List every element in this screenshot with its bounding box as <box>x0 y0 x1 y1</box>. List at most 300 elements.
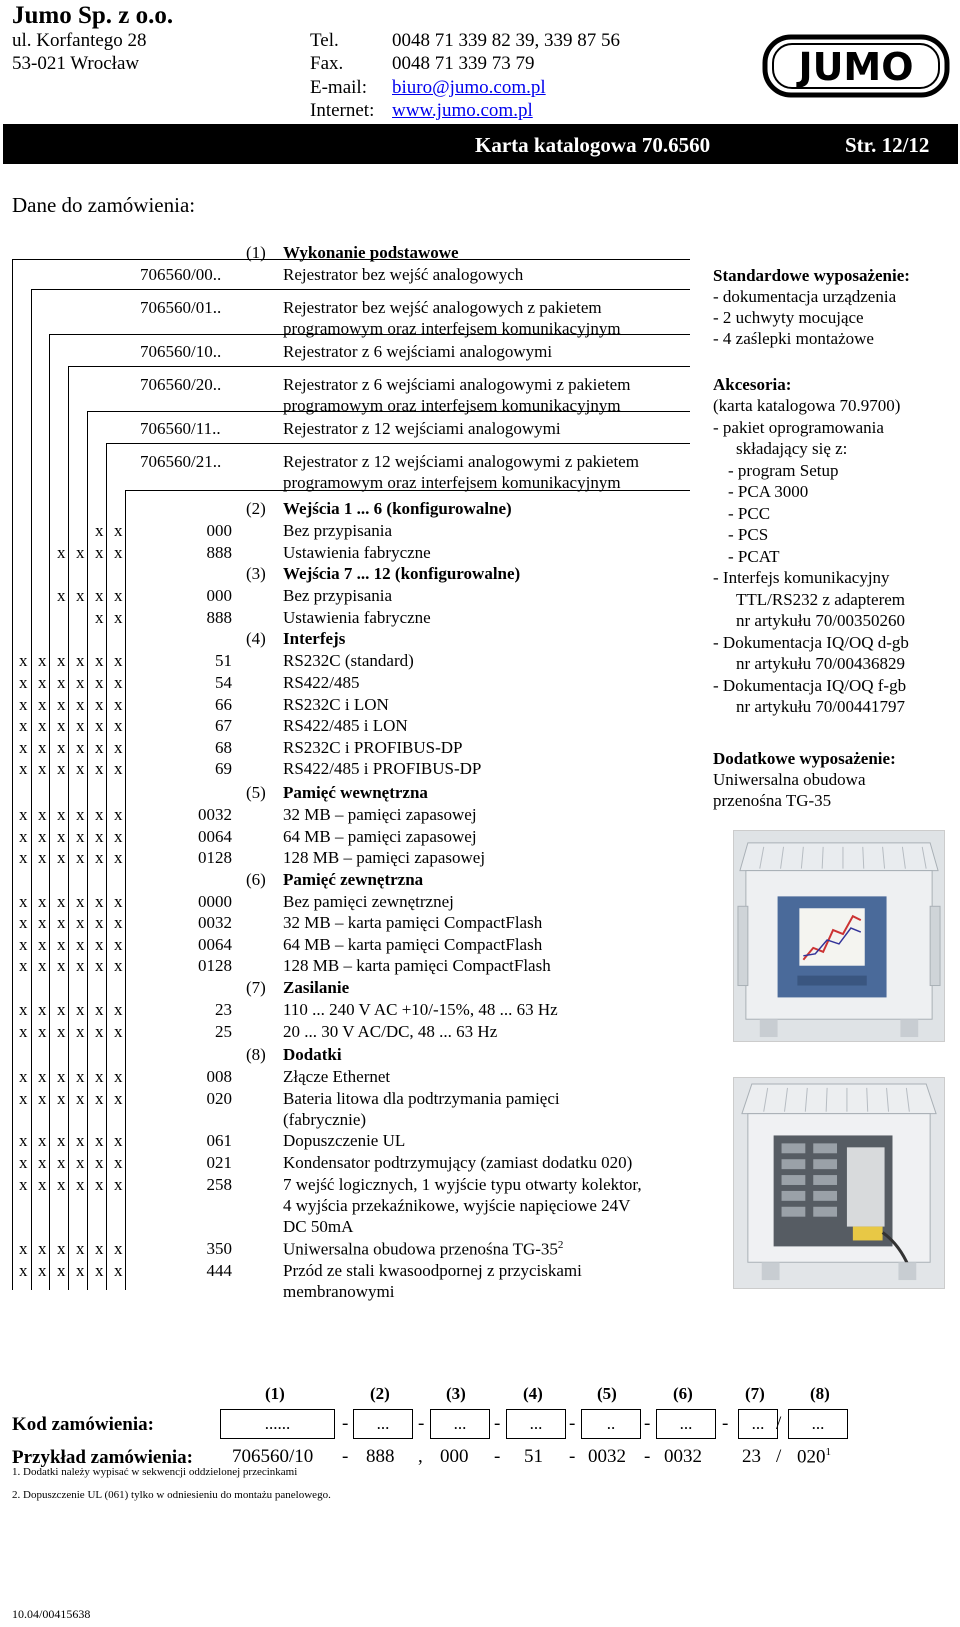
catalog-title: Karta katalogowa 70.6560 <box>475 133 711 157</box>
x-mark: x <box>57 827 66 846</box>
group-title: Wejścia 7 ... 12 (konfigurowalne) <box>283 564 521 583</box>
footnote-1: 1. Dodatki należy wypisać w sekwencji oddzielonej przecinkami <box>12 1466 298 1478</box>
x-mark: x <box>114 1000 123 1019</box>
x-mark: x <box>57 1067 66 1086</box>
sidebar-line: przenośna TG-35 <box>713 791 832 810</box>
section-title: Dane do zamówienia: <box>12 193 196 217</box>
option-description: 20 ... 30 V AC/DC, 48 ... 63 Hz <box>283 1022 498 1041</box>
accessories-title: Akcesoria: <box>713 375 792 394</box>
order-separator: / <box>776 1413 782 1434</box>
order-code-box[interactable]: .. <box>581 1409 641 1439</box>
x-mark: x <box>76 651 85 670</box>
page-number: Str. 12/12 <box>845 133 930 157</box>
x-mark: x <box>114 738 123 757</box>
x-mark: x <box>38 848 47 867</box>
option-description: Bez przypisania <box>283 521 393 540</box>
order-column-number: (4) <box>523 1384 543 1403</box>
option-code: 000 <box>206 521 232 540</box>
x-mark: x <box>76 738 85 757</box>
option-code: 444 <box>206 1261 232 1280</box>
footnote-2: 2. Dopuszczenie UL (061) tylko w odniesieniu do montażu panelowego. <box>12 1489 331 1501</box>
option-description: Bez przypisania <box>283 586 393 605</box>
web-label: Internet: <box>310 100 375 121</box>
option-code: 69 <box>215 759 232 778</box>
x-mark: x <box>38 913 47 932</box>
x-mark: x <box>38 956 47 975</box>
model-description: Rejestrator z 12 wejściami analogowymi z pakietem <box>283 452 639 471</box>
option-code: 350 <box>206 1239 232 1258</box>
order-code-label: Kod zamówienia: <box>12 1414 154 1435</box>
product-image-back <box>733 1077 945 1289</box>
x-mark: x <box>76 1153 85 1172</box>
email-label: E-mail: <box>310 77 367 98</box>
std-equipment-title: Standardowe wyposażenie: <box>713 266 910 285</box>
option-description: Przód ze stali kwasoodpornej z przyciskami <box>283 1261 582 1280</box>
x-mark: x <box>57 935 66 954</box>
x-mark: x <box>114 935 123 954</box>
x-mark: x <box>57 848 66 867</box>
x-mark: x <box>76 673 85 692</box>
group-number: (1) <box>246 243 266 262</box>
order-separator: - <box>644 1413 651 1434</box>
option-description: 32 MB – karta pamięci CompactFlash <box>283 913 543 932</box>
x-mark: x <box>76 956 85 975</box>
x-mark: x <box>19 1175 28 1194</box>
x-mark: x <box>57 759 66 778</box>
sidebar-line: (karta katalogowa 70.9700) <box>713 396 901 415</box>
x-mark: x <box>114 892 123 911</box>
order-example-part: 000 <box>440 1446 469 1467</box>
x-mark: x <box>95 521 104 540</box>
x-mark: x <box>114 673 123 692</box>
order-code-box[interactable]: ...... <box>220 1409 335 1439</box>
option-code: 0064 <box>198 827 232 846</box>
rule-line <box>31 289 690 290</box>
order-column-number: (5) <box>597 1384 617 1403</box>
x-mark: x <box>114 1089 123 1108</box>
model-description: Rejestrator bez wejść analogowych z pakietem <box>283 298 602 317</box>
x-mark: x <box>38 716 47 735</box>
group-number: (7) <box>246 978 266 997</box>
sidebar-line: - PCAT <box>728 546 780 566</box>
option-description: Uniwersalna obudowa przenośna $TG-35^2$ <box>283 1239 564 1259</box>
x-mark: x <box>76 805 85 824</box>
order-separator: - <box>342 1413 349 1434</box>
x-mark: x <box>114 651 123 670</box>
x-mark: x <box>38 738 47 757</box>
sidebar-line: Uniwersalna obudowa <box>713 770 866 789</box>
x-mark: x <box>38 651 47 670</box>
model-description: Rejestrator z 6 wejściami analogowymi <box>283 342 553 361</box>
x-mark: x <box>76 1261 85 1280</box>
web-link[interactable]: www.jumo.com.pl <box>392 100 533 121</box>
x-mark: x <box>76 1131 85 1150</box>
x-mark: x <box>38 1239 47 1258</box>
x-mark: x <box>114 956 123 975</box>
order-example-part: - <box>569 1446 576 1467</box>
x-mark: x <box>114 1175 123 1194</box>
order-example-part: - <box>494 1446 501 1467</box>
option-description: RS232C i LON <box>283 695 389 714</box>
option-description: Kondensator podtrzymujący (zamiast dodatku 020) <box>283 1153 633 1172</box>
x-mark: x <box>19 738 28 757</box>
x-mark: x <box>19 1089 28 1108</box>
option-code: 008 <box>206 1067 232 1086</box>
order-example-part: $020^1$ <box>797 1446 831 1468</box>
x-mark: x <box>76 913 85 932</box>
order-example-part: 706560/10 <box>232 1446 314 1467</box>
order-separator: - <box>569 1413 576 1434</box>
x-mark: x <box>38 1000 47 1019</box>
x-mark: x <box>95 586 104 605</box>
x-mark: x <box>19 935 28 954</box>
x-mark: x <box>57 1131 66 1150</box>
option-description: Ustawienia fabryczne <box>283 608 431 627</box>
group-title: Wejścia 1 ... 6 (konfigurowalne) <box>283 499 512 518</box>
option-code: 23 <box>215 1000 232 1019</box>
group-number: (6) <box>246 870 266 889</box>
fax-value: 0048 71 339 73 79 <box>392 53 535 74</box>
x-mark: x <box>114 827 123 846</box>
x-mark: x <box>19 956 28 975</box>
option-code: 021 <box>206 1153 232 1172</box>
x-mark: x <box>57 1089 66 1108</box>
order-example-part: - <box>644 1446 651 1467</box>
group-title: Wykonanie podstawowe <box>283 243 459 262</box>
x-mark: x <box>95 759 104 778</box>
group-title: Pamięć wewnętrzna <box>283 783 428 802</box>
x-mark: x <box>19 1261 28 1280</box>
x-mark: x <box>57 1239 66 1258</box>
x-mark: x <box>114 913 123 932</box>
sidebar-line: - 2 uchwyty mocujące <box>713 308 864 327</box>
x-mark: x <box>95 1000 104 1019</box>
order-example-part: / <box>776 1446 782 1467</box>
model-description: programowym oraz interfejsem komunikacyjnym <box>283 473 621 492</box>
x-mark: x <box>38 1175 47 1194</box>
x-mark: x <box>19 1153 28 1172</box>
sidebar-line: składający się z: <box>736 439 848 458</box>
option-description: 64 MB – pamięci zapasowej <box>283 827 477 846</box>
x-mark: x <box>19 651 28 670</box>
option-description: 128 MB – karta pamięci CompactFlash <box>283 956 551 975</box>
x-mark: x <box>57 956 66 975</box>
sidebar-line: - pakiet oprogramowania <box>713 417 884 437</box>
order-code-box[interactable]: ... <box>656 1409 716 1439</box>
option-description: Bez pamięci zewnętrznej <box>283 892 454 911</box>
x-mark: x <box>95 956 104 975</box>
option-description: DC 50mA <box>283 1217 354 1236</box>
company-street: ul. Korfantego 28 <box>12 30 147 51</box>
option-description: Dopuszczenie UL <box>283 1131 406 1150</box>
sidebar-line: - PCA 3000 <box>728 482 809 501</box>
x-mark: x <box>19 716 28 735</box>
column-line <box>87 411 88 1290</box>
option-description: Ustawienia fabryczne <box>283 543 431 562</box>
x-mark: x <box>95 738 104 757</box>
order-separator: - <box>722 1413 729 1434</box>
rule-line <box>68 366 690 367</box>
x-mark: x <box>76 1000 85 1019</box>
order-example-label: Przykład zamówienia: <box>12 1447 194 1468</box>
x-mark: x <box>95 1175 104 1194</box>
group-number: (8) <box>246 1045 266 1064</box>
model-code: 706560/10.. <box>140 342 222 361</box>
option-code: 888 <box>206 608 232 627</box>
x-mark: x <box>38 935 47 954</box>
order-example-part: 23 <box>742 1446 761 1467</box>
additional-equipment-title: Dodatkowe wyposażenie: <box>713 749 896 768</box>
x-mark: x <box>19 892 28 911</box>
x-mark: x <box>95 651 104 670</box>
x-mark: x <box>76 935 85 954</box>
order-column-number: (8) <box>810 1384 830 1403</box>
x-mark: x <box>114 1067 123 1086</box>
x-mark: x <box>38 892 47 911</box>
option-description: 32 MB – pamięci zapasowej <box>283 805 477 824</box>
x-mark: x <box>19 805 28 824</box>
x-mark: x <box>95 1131 104 1150</box>
order-code-box[interactable]: ... <box>353 1409 413 1439</box>
order-column-number: (1) <box>265 1384 285 1403</box>
option-description: Bateria litowa dla podtrzymania pamięci <box>283 1089 560 1108</box>
model-code: 706560/21.. <box>140 452 222 471</box>
x-mark: x <box>19 759 28 778</box>
group-title: Dodatki <box>283 1045 342 1064</box>
x-mark: x <box>114 586 123 605</box>
option-description: 7 wejść logicznych, 1 wyjście typu otwarty kolektor, <box>283 1175 642 1194</box>
order-column-number: (3) <box>446 1384 466 1403</box>
x-mark: x <box>95 716 104 735</box>
option-description: RS422/485 <box>283 673 360 692</box>
x-mark: x <box>19 673 28 692</box>
option-description: 64 MB – karta pamięci CompactFlash <box>283 935 543 954</box>
tel-value: 0048 71 339 82 39, 339 87 56 <box>392 30 620 51</box>
x-mark: x <box>57 651 66 670</box>
x-mark: x <box>57 1261 66 1280</box>
x-mark: x <box>114 1022 123 1041</box>
option-code: 888 <box>206 543 232 562</box>
column-line <box>125 490 126 1290</box>
x-mark: x <box>95 1022 104 1041</box>
x-mark: x <box>38 1261 47 1280</box>
x-mark: x <box>57 673 66 692</box>
product-image-front <box>733 830 945 1042</box>
option-code: 020 <box>206 1089 232 1108</box>
model-code: 706560/01.. <box>140 298 222 317</box>
x-mark: x <box>57 695 66 714</box>
order-example-part: 888 <box>366 1446 395 1467</box>
option-code: 25 <box>215 1022 232 1041</box>
sidebar-line: - PCS <box>728 525 769 544</box>
column-line <box>68 366 69 1290</box>
x-mark: x <box>57 1175 66 1194</box>
x-mark: x <box>114 543 123 562</box>
x-mark: x <box>57 1022 66 1041</box>
x-mark: x <box>95 805 104 824</box>
x-mark: x <box>114 608 123 627</box>
model-code: 706560/11.. <box>140 419 221 438</box>
x-mark: x <box>38 759 47 778</box>
x-mark: x <box>76 1022 85 1041</box>
x-mark: x <box>76 848 85 867</box>
model-description: Rejestrator z 12 wejściami analogowymi <box>283 419 561 438</box>
x-mark: x <box>114 805 123 824</box>
x-mark: x <box>114 716 123 735</box>
column-line <box>31 289 32 1290</box>
x-mark: x <box>38 1131 47 1150</box>
group-number: (4) <box>246 629 266 648</box>
option-code: 061 <box>206 1131 232 1150</box>
document-number: 10.04/00415638 <box>12 1607 91 1621</box>
group-title: Pamięć zewnętrzna <box>283 870 424 889</box>
sidebar-line: - Dokumentacja IQ/OQ d-gb <box>713 632 909 652</box>
option-code: 54 <box>215 673 232 692</box>
x-mark: x <box>95 1089 104 1108</box>
x-mark: x <box>76 1089 85 1108</box>
email-link[interactable]: biuro@jumo.com.pl <box>392 77 546 98</box>
x-mark: x <box>114 1131 123 1150</box>
x-mark: x <box>19 1239 28 1258</box>
tel-label: Tel. <box>310 30 339 51</box>
x-mark: x <box>76 892 85 911</box>
x-mark: x <box>95 1153 104 1172</box>
x-mark: x <box>76 543 85 562</box>
column-line <box>49 334 50 1290</box>
option-description: Złącze Ethernet <box>283 1067 391 1086</box>
fax-label: Fax. <box>310 53 344 74</box>
option-code: 68 <box>215 738 232 757</box>
sidebar-line: TTL/RS232 z adapterem <box>736 589 906 609</box>
x-mark: x <box>95 848 104 867</box>
superscript-2: 2 <box>557 1239 564 1251</box>
x-mark: x <box>57 892 66 911</box>
x-mark: x <box>19 1131 28 1150</box>
x-mark: x <box>114 759 123 778</box>
sidebar-line: nr artykułu 70/00441797 <box>736 697 906 716</box>
group-title: Interfejs <box>283 629 346 648</box>
option-code: 51 <box>215 651 232 670</box>
x-mark: x <box>95 695 104 714</box>
order-separator: - <box>418 1413 425 1434</box>
x-mark: x <box>57 738 66 757</box>
sidebar-line: - Interfejs komunikacyjny <box>713 568 890 587</box>
column-line <box>12 259 13 1290</box>
company-city: 53-021 Wrocław <box>12 53 140 74</box>
model-description: Rejestrator bez wejść analogowych <box>283 265 524 284</box>
group-number: (2) <box>246 499 266 518</box>
option-code: 258 <box>206 1175 232 1194</box>
x-mark: x <box>76 827 85 846</box>
x-mark: x <box>95 827 104 846</box>
order-example-part: , <box>418 1446 423 1467</box>
option-description: RS422/485 i LON <box>283 716 408 735</box>
x-mark: x <box>114 1261 123 1280</box>
order-example-part: 0032 <box>588 1446 626 1467</box>
x-mark: x <box>38 1089 47 1108</box>
x-mark: x <box>38 1153 47 1172</box>
option-code: 0128 <box>198 956 232 975</box>
x-mark: x <box>76 1239 85 1258</box>
order-column-number: (6) <box>673 1384 693 1403</box>
x-mark: x <box>114 521 123 540</box>
x-mark: x <box>76 1175 85 1194</box>
x-mark: x <box>57 716 66 735</box>
model-description: programowym oraz interfejsem komunikacyjnym <box>283 319 621 338</box>
x-mark: x <box>38 695 47 714</box>
header-bar <box>3 124 958 164</box>
x-mark: x <box>38 805 47 824</box>
sidebar-line: nr artykułu 70/00350260 <box>736 611 906 630</box>
x-mark: x <box>95 892 104 911</box>
x-mark: x <box>95 543 104 562</box>
x-mark: x <box>95 608 104 627</box>
option-code: 0064 <box>198 935 232 954</box>
x-mark: x <box>95 1067 104 1086</box>
sidebar-line: - Dokumentacja IQ/OQ f-gb <box>713 675 907 695</box>
order-code-box[interactable]: ... <box>788 1409 848 1439</box>
option-code: 0128 <box>198 848 232 867</box>
superscript-1: 1 <box>825 1446 831 1458</box>
company-name: Jumo Sp. z o.o. <box>12 2 174 29</box>
x-mark: x <box>57 913 66 932</box>
option-description: RS232C (standard) <box>283 651 414 670</box>
order-code-box[interactable]: ... <box>506 1409 566 1439</box>
x-mark: x <box>95 1261 104 1280</box>
x-mark: x <box>114 1153 123 1172</box>
x-mark: x <box>19 1067 28 1086</box>
x-mark: x <box>57 586 66 605</box>
x-mark: x <box>95 935 104 954</box>
option-description: 128 MB – pamięci zapasowej <box>283 848 486 867</box>
option-description: RS232C i PROFIBUS-DP <box>283 738 463 757</box>
group-title: Zasilanie <box>283 978 350 997</box>
model-description: Rejestrator z 6 wejściami analogowymi z pakietem <box>283 375 631 394</box>
order-example-part: 0032 <box>664 1446 702 1467</box>
option-code: 0000 <box>198 892 232 911</box>
x-mark: x <box>38 673 47 692</box>
order-column-number: (2) <box>370 1384 390 1403</box>
option-description: 4 wyjścia przekaźnikowe, wyjście napięciowe 24V <box>283 1196 631 1215</box>
x-mark: x <box>76 1067 85 1086</box>
x-mark: x <box>76 716 85 735</box>
x-mark: x <box>19 848 28 867</box>
order-code-box[interactable]: ... <box>738 1409 778 1439</box>
option-code: 66 <box>215 695 232 714</box>
jumo-logo <box>762 34 950 98</box>
option-code: 000 <box>206 586 232 605</box>
order-code-box[interactable]: ... <box>430 1409 490 1439</box>
order-separator: - <box>494 1413 501 1434</box>
order-column-number: (7) <box>745 1384 765 1403</box>
option-code: 67 <box>215 716 232 735</box>
x-mark: x <box>38 827 47 846</box>
x-mark: x <box>76 695 85 714</box>
sidebar-line: - program Setup <box>728 460 839 480</box>
sidebar-line: - PCC <box>728 503 771 523</box>
option-description: 110 ... 240 V AC +10/-15%, 48 ... 63 Hz <box>283 1000 558 1019</box>
option-code: 0032 <box>198 913 232 932</box>
x-mark: x <box>76 759 85 778</box>
group-number: (5) <box>246 783 266 802</box>
option-description: RS422/485 i PROFIBUS-DP <box>283 759 482 778</box>
x-mark: x <box>38 1067 47 1086</box>
model-code: 706560/20.. <box>140 375 222 394</box>
logo-text: JUMO <box>798 45 914 89</box>
x-mark: x <box>95 673 104 692</box>
x-mark: x <box>57 543 66 562</box>
x-mark: x <box>95 1239 104 1258</box>
